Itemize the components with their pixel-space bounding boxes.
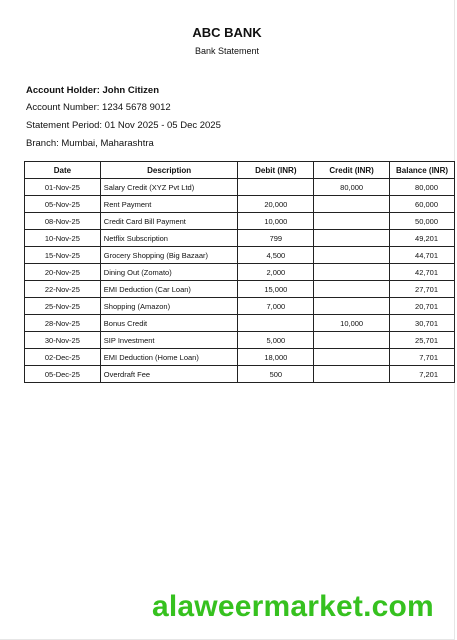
cell-debit: 4,500 bbox=[238, 247, 314, 264]
bank-name: ABC BANK bbox=[192, 25, 262, 40]
cell-credit bbox=[314, 281, 390, 298]
cell-balance: 7,701 bbox=[390, 349, 455, 366]
cell-description: Credit Card Bill Payment bbox=[100, 213, 238, 230]
table-row bbox=[25, 315, 455, 332]
account-holder: Account Holder: John Citizen bbox=[26, 85, 159, 96]
cell-balance: 7,201 bbox=[390, 366, 455, 383]
document-title: Bank Statement bbox=[194, 46, 260, 56]
cell-description: Dining Out (Zomato) bbox=[100, 264, 238, 281]
cell-date: 20-Nov-25 bbox=[25, 264, 101, 281]
branch: Branch: Mumbai, Maharashtra bbox=[26, 138, 154, 149]
column-header-debit: Debit (INR) bbox=[238, 162, 314, 179]
cell-balance: 20,701 bbox=[390, 298, 455, 315]
cell-date: 15-Nov-25 bbox=[25, 247, 101, 264]
cell-credit bbox=[314, 298, 390, 315]
transactions-table bbox=[24, 161, 455, 383]
cell-date: 28-Nov-25 bbox=[25, 315, 101, 332]
table-row bbox=[25, 196, 455, 213]
cell-balance: 30,701 bbox=[390, 315, 455, 332]
cell-description: SIP Investment bbox=[100, 332, 238, 349]
cell-balance: 25,701 bbox=[390, 332, 455, 349]
cell-description: EMI Deduction (Home Loan) bbox=[100, 349, 238, 366]
cell-debit: 5,000 bbox=[238, 332, 314, 349]
cell-credit: 80,000 bbox=[314, 179, 390, 196]
table-row bbox=[25, 213, 455, 230]
cell-debit: 20,000 bbox=[238, 196, 314, 213]
cell-debit: 10,000 bbox=[238, 213, 314, 230]
cell-date: 01-Nov-25 bbox=[25, 179, 101, 196]
cell-debit bbox=[238, 315, 314, 332]
cell-debit: 500 bbox=[238, 366, 314, 383]
cell-debit bbox=[238, 179, 314, 196]
cell-date: 22-Nov-25 bbox=[25, 281, 101, 298]
cell-credit bbox=[314, 230, 390, 247]
table-row bbox=[25, 332, 455, 349]
cell-date: 02-Dec-25 bbox=[25, 349, 101, 366]
transactions-body bbox=[25, 179, 455, 383]
statement-period: Statement Period: 01 Nov 2025 - 05 Dec 2025 bbox=[26, 120, 221, 131]
cell-credit bbox=[314, 366, 390, 383]
cell-debit: 2,000 bbox=[238, 264, 314, 281]
table-row bbox=[25, 298, 455, 315]
account-number: Account Number: 1234 5678 9012 bbox=[26, 102, 171, 113]
table-row bbox=[25, 264, 455, 281]
column-header-date: Date bbox=[25, 162, 101, 179]
column-header-credit: Credit (INR) bbox=[314, 162, 390, 179]
watermark-text: alaweermarket.com bbox=[152, 590, 434, 623]
cell-debit: 799 bbox=[238, 230, 314, 247]
cell-credit bbox=[314, 247, 390, 264]
cell-date: 05-Nov-25 bbox=[25, 196, 101, 213]
cell-description: EMI Deduction (Car Loan) bbox=[100, 281, 238, 298]
cell-credit bbox=[314, 264, 390, 281]
cell-balance: 42,701 bbox=[390, 264, 455, 281]
table-header-row bbox=[25, 162, 455, 179]
cell-credit: 10,000 bbox=[314, 315, 390, 332]
cell-date: 25-Nov-25 bbox=[25, 298, 101, 315]
cell-debit: 15,000 bbox=[238, 281, 314, 298]
cell-date: 10-Nov-25 bbox=[25, 230, 101, 247]
cell-debit: 18,000 bbox=[238, 349, 314, 366]
cell-balance: 80,000 bbox=[390, 179, 455, 196]
cell-balance: 27,701 bbox=[390, 281, 455, 298]
cell-description: Overdraft Fee bbox=[100, 366, 238, 383]
cell-description: Salary Credit (XYZ Pvt Ltd) bbox=[100, 179, 238, 196]
cell-description: Bonus Credit bbox=[100, 315, 238, 332]
cell-date: 08-Nov-25 bbox=[25, 213, 101, 230]
column-header-description: Description bbox=[100, 162, 238, 179]
cell-balance: 44,701 bbox=[390, 247, 455, 264]
column-header-balance: Balance (INR) bbox=[390, 162, 455, 179]
cell-description: Rent Payment bbox=[100, 196, 238, 213]
table-row bbox=[25, 349, 455, 366]
cell-credit bbox=[314, 332, 390, 349]
cell-description: Shopping (Amazon) bbox=[100, 298, 238, 315]
cell-credit bbox=[314, 196, 390, 213]
cell-description: Grocery Shopping (Big Bazaar) bbox=[100, 247, 238, 264]
cell-description: Netflix Subscription bbox=[100, 230, 238, 247]
table-row bbox=[25, 281, 455, 298]
cell-balance: 49,201 bbox=[390, 230, 455, 247]
cell-balance: 50,000 bbox=[390, 213, 455, 230]
table-row bbox=[25, 247, 455, 264]
cell-debit: 7,000 bbox=[238, 298, 314, 315]
cell-date: 30-Nov-25 bbox=[25, 332, 101, 349]
cell-credit bbox=[314, 213, 390, 230]
table-row bbox=[25, 230, 455, 247]
table-row bbox=[25, 179, 455, 196]
table-row bbox=[25, 366, 455, 383]
cell-balance: 60,000 bbox=[390, 196, 455, 213]
cell-date: 05-Dec-25 bbox=[25, 366, 101, 383]
cell-credit bbox=[314, 349, 390, 366]
